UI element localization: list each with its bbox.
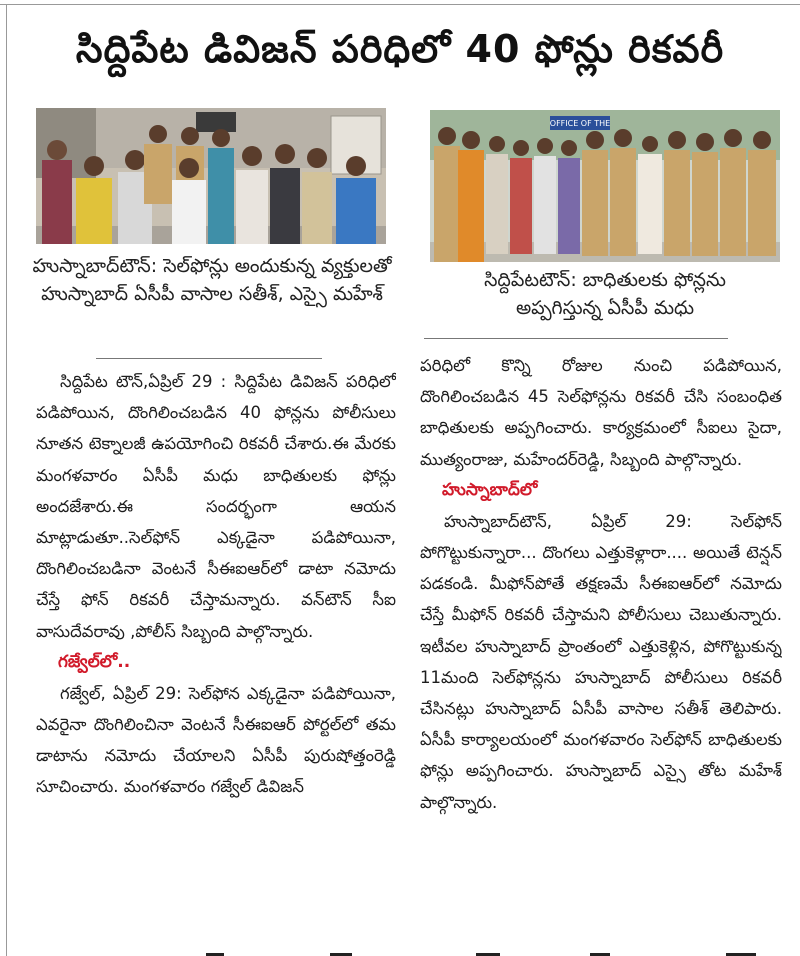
left-caption-divider [96, 358, 322, 359]
left-border [6, 4, 7, 956]
bottom-clipped-fragment-left [200, 944, 360, 956]
top-border [0, 4, 800, 5]
clipped-text-shape-right [470, 949, 770, 956]
right-photo-illustration [430, 110, 780, 262]
subhead-gajwel: గజ్వేల్‌లో.. [58, 651, 131, 672]
subhead-husnabad: హుస్నాబాద్‌లో [442, 479, 538, 500]
left-photo [36, 108, 386, 244]
left-column [36, 366, 396, 944]
left-photo-illustration [36, 108, 386, 244]
clipped-text-shape-left [200, 949, 360, 956]
right-photo [430, 110, 780, 262]
right-paragraph-1: పరిధిలో కొన్ని రోజుల నుంచి పడిపోయిన, దొంగిలించబడిన 45 సెల్‌ఫోన్లను రికవరీ చేసి సంబంధిత బాధితులకు అప్పగించారు. కార్యక్రమంలో సీఐలు సైదా, ముత్యంరాజు, మహేందర్‌రెడ్డి, సిబ్బంది పాల్గొన్నారు. [420, 356, 782, 469]
office-sign-text: OFFICE OF THE [549, 119, 611, 128]
bottom-clipped-fragment-right [470, 944, 770, 956]
right-paragraph-2: హుస్నాబాద్‌టౌన్, ఏప్రిల్ 29: సెల్‌ఫోన్ పోగొట్టుకున్నారా... దొంగలు ఎత్తుకెళ్లారా.... అయితే టెన్షన్ పడకండి. మీఫోన్‌పోతే తక్షణమే సీఈఐఆర్‌లో నమోదు చేస్తే మీఫోన్ రికవరీ చేస్తామని పోలీసులు చెబుతున్నారు. ఇటీవల హుస్నాబాద్ ప్రాంతంలో ఎత్తుకెళ్లిన, పోగొట్టుకున్న 11మంది సెల్‌ఫోన్లను హుస్నాబాద్ పోలీసులు రికవరీ చేసినట్లు హుస్నాబాద్ ఏసీపీ వాసాల సతీశ్ తెలిపారు. ఏసీపీ కార్యాలయంలో మంగళవారం సెల్‌ఫోన్ బాధితులకు ఫోన్లు అప్పగించారు. హుస్నాబాద్ ఎస్సై తోట మహేశ్ పాల్గొన్నారు. [420, 511, 782, 812]
right-column [420, 350, 782, 944]
article-headline: సిద్దిపేట డివిజన్ పరిధిలో 40 ఫోన్లు రికవరీ [75, 27, 725, 71]
left-paragraph-1: సిద్దిపేట టౌన్,ఏప్రిల్ 29 : సిద్దిపేట డివిజన్ పరిధిలో పడిపోయిన, దొంగిలించబడిన 40 ఫోన్లను పోలీసులు నూతన టెక్నాలజీ ఉపయోగించి రికవరీ చేశారు.ఈ మేరకు మంగళవారం ఏసీపీ మధు బాధితులకు ఫోన్లు అందజేశారు.ఈ సందర్భంగా ఆయన మాట్లాడుతూ..సెల్‌ఫోన్ ఎక్కడైనా పడిపోయినా, దొంగిలించబడినా వెంటనే సీఈఐఆర్‌లో డాటా నమోదు చేస్తే ఫోన్ రికవరీ చేస్తామన్నారు. వన్‌టౌన్ సీఐ వాసుదేవరావు ,పోలీస్ సిబ్బంది పాల్గొన్నారు. [36, 372, 396, 641]
left-photo-caption: హుస్నాబాద్‌టౌన్: సెల్‌ఫోన్లు అందుకున్న వ్యక్తులతో హుస్నాబాద్ ఏసీపీ వాసాల సతీశ్, ఎస్సై మహేశ్ [32, 255, 392, 305]
right-caption-divider [424, 338, 728, 339]
left-paragraph-2: గజ్వేల్, ఏప్రిల్ 29: సెల్‌ఫోన ఎక్కడైనా పడిపోయినా, ఎవరైనా దొంగిలించినా వెంటనే సీఈఐఆర్ పోర్టల్‌లో తమ డాటాను నమోదు చేయాలని ఏసీపీ పురుషోత్తంరెడ్డి సూచించారు. మంగళవారం గజ్వేల్ డివిజన్ [36, 683, 396, 797]
right-photo-caption: సిద్దిపేటటౌన్: బాధితులకు ఫోన్లను అప్పగిస్తున్న ఏసీపీ మధు [484, 269, 726, 319]
